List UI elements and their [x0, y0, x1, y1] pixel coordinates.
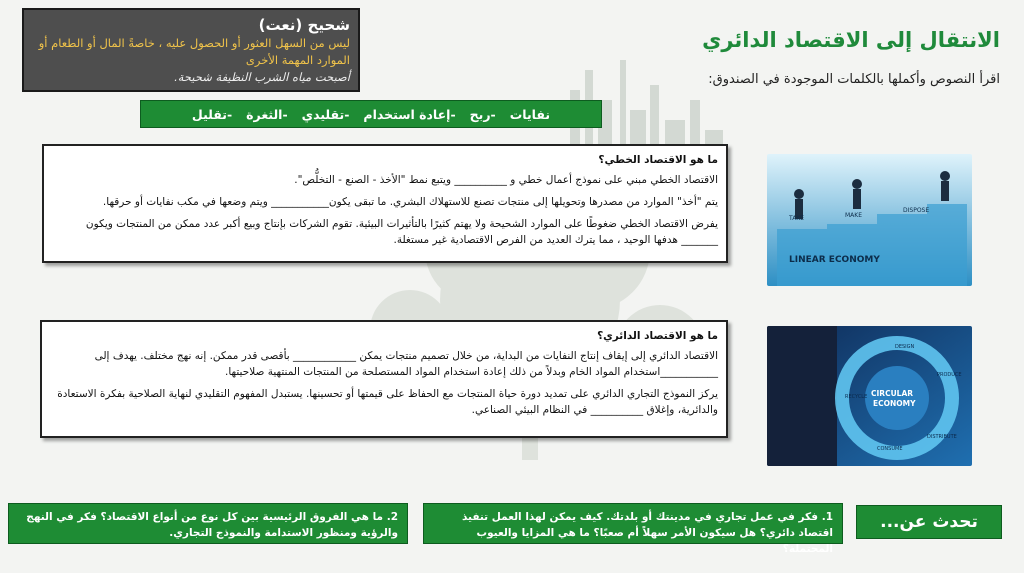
linear-economy-question: ما هو الاقتصاد الخطي؟: [598, 154, 718, 166]
image-label-consume: CONSUME: [877, 446, 903, 452]
linear-paragraph-3: يفرض الاقتصاد الخطي ضغوطًا على الموارد الشحيحة ولا يهتم كثيرًا بالتأثيرات البيئية. تقوم الشركات بإنتاج وبيع أكبر عدد ممكن من المنتجات ويكون _______ هدفها الوحيد ، مما يترك العديد من الفرص الاقتصادية غير مستغلة.: [85, 218, 718, 246]
circular-paragraph-2: يركز النموذج التجاري الدائري على تمديد دورة حياة المنتجات مع الحفاظ على قيمتها أو تحسينها. يستبدل المفهوم التقليدي لنهاية الصلاحية بفكرة الاستعادة والدائرية، وإغلاق __________ في النظام البيئي الصناعي.: [57, 388, 718, 416]
glossary-example: أصبحت مياه الشرب النظيفة شحيحة.: [174, 70, 350, 84]
image-label-economy: ECONOMY: [873, 399, 916, 408]
word-bank-item: -إعادة استخدام: [363, 106, 456, 122]
page-title: الانتقال إلى الاقتصاد الدائري: [702, 28, 1000, 52]
talk-about-button: تحدث عن...: [856, 505, 1002, 539]
word-bank-item: -الثغرة: [246, 106, 288, 122]
image-label-circular: CIRCULAR: [871, 389, 914, 398]
image-label-recycle: RECYCLE: [845, 394, 868, 400]
image-label-linear-economy: LINEAR ECONOMY: [789, 255, 880, 265]
image-label-dispose: DISPOSE: [903, 207, 930, 214]
linear-economy-text-box: [42, 144, 728, 263]
image-label-take: TAKE: [789, 215, 805, 222]
linear-paragraph-1: الاقتصاد الخطي مبني على نموذج أعمال خطي و __________ ويتبع نمط "الأخذ - الصنع - التخلُّص".: [294, 174, 718, 186]
image-label-distribute: DISTRIBUTE: [927, 434, 957, 440]
glossary-box: [22, 8, 360, 92]
discussion-question-2: 2. ما هي الفروق الرئيسية بين كل نوع من أنواع الاقتصاد؟ فكر في النهج والرؤية ومنظور الاستدامة والنموذج التجاري.: [8, 503, 408, 544]
word-bank-item: -تقليل: [191, 106, 233, 122]
image-label-design: DESIGN: [895, 344, 915, 350]
word-bank-item: -ربح: [469, 106, 496, 122]
word-bank-item: نفايات: [509, 106, 551, 122]
image-label-make: MAKE: [845, 212, 863, 219]
discussion-question-1: 1. فكر في عمل تجاري في مدينتك أو بلدتك. كيف يمكن لهذا العمل تنفيذ اقتصاد دائري؟ هل سيكون الأمر سهلاً أم صعبًا؟ ما هي المزايا والعيوب المحتملة؟: [423, 503, 843, 544]
instruction-text: اقرأ النصوص وأكملها بالكلمات الموجودة في الصندوق:: [708, 72, 1000, 87]
circular-economy-text-box: [40, 320, 728, 438]
linear-economy-image: [767, 154, 972, 286]
linear-paragraph-2: يتم "أخذ" الموارد من مصدرها وتحويلها إلى منتجات تصنع للاستهلاك البشري. ما تبقى يكون___________ ويتم وضعها في مكب نفايات أو حرقها.: [102, 196, 718, 208]
circular-paragraph-1: الاقتصاد الدائري إلى إيقاف إنتاج النفايات من البداية، من خلال تصميم منتجات يمكن ____________ بأقصى قدر ممكن. إنه نهج مختلف. يهدف إلى ___________استخدام المواد الخام وبدلاً من ذلك إعادة استخدام المواد المستصلحة من المنتجات المنتهية صلاحيتها.: [94, 350, 718, 378]
glossary-term: شحيح (نعت): [258, 16, 350, 34]
word-bank: [140, 100, 602, 128]
word-bank-item: -تقليدي: [301, 106, 350, 122]
circular-economy-image: [767, 326, 972, 466]
image-label-produce: PRODUCE: [937, 372, 962, 378]
glossary-definition: ليس من السهل العثور أو الحصول عليه ، خاصةً المال أو الطعام أو الموارد المهمة الأخرى: [38, 36, 350, 67]
circular-economy-question: ما هو الاقتصاد الدائري؟: [597, 330, 718, 342]
